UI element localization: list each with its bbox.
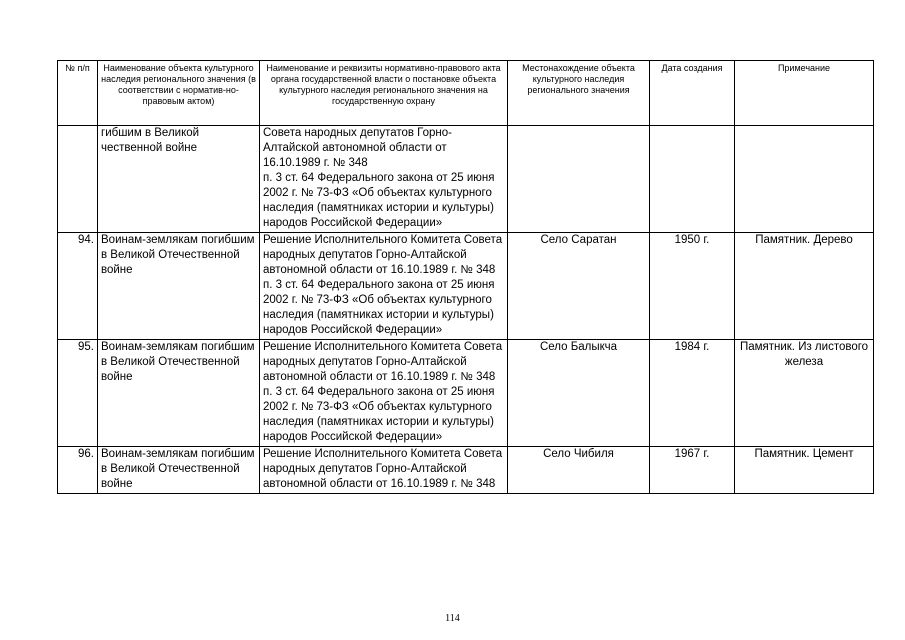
row-object-name: Воинам-землякам погибшим в Великой Отечественной войне [98,340,260,447]
page-number: 114 [445,613,460,624]
header-note: Примечание [735,61,874,126]
monuments-table [57,60,874,494]
header-legal-act: Наименование и реквизиты нормативно-правового акта органа государственной власти о постановке объекта культурного наследия регионального значения на государственную охрану [260,61,508,126]
row-object-name: Воинам-землякам погибшим в Великой Отечественной войне [98,447,260,494]
row-location: Село Балыкча [508,340,650,447]
row-location [508,126,650,233]
row-creation-date [650,126,735,233]
table-header-row [58,61,874,126]
row-note: Памятник. Цемент [735,447,874,494]
row-number: 94. [58,233,98,340]
row-note: Памятник. Дерево [735,233,874,340]
header-object-name: Наименование объекта культурного наследия регионального значения (в соответствии с норматив-но-правовым актом) [98,61,260,126]
row-number: 96. [58,447,98,494]
row-location: Село Чибиля [508,447,650,494]
table-row [58,126,874,233]
row-creation-date: 1984 г. [650,340,735,447]
row-number [58,126,98,233]
header-number: № п/п [58,61,98,126]
table-row [58,447,874,494]
row-object-name: гибшим в Великой чественной войне [98,126,260,233]
table-row [58,340,874,447]
row-legal-act: Решение Исполнительного Комитета Совета народных депутатов Горно-Алтайской автономной области от 16.10.1989 г. № 348 [260,447,508,494]
row-location: Село Саратан [508,233,650,340]
row-legal-act: Решение Исполнительного Комитета Совета народных депутатов Горно-Алтайской автономной области от 16.10.1989 г. № 348 п. 3 ст. 64 Федерального закона от 25 июня 2002 г. № 73-ФЗ «Об объектах культурного наследия (памятниках истории и культуры) народов Российской Федерации» [260,340,508,447]
table-row [58,233,874,340]
row-creation-date: 1967 г. [650,447,735,494]
row-note [735,126,874,233]
row-legal-act: Решение Исполнительного Комитета Совета народных депутатов Горно-Алтайской автономной области от 16.10.1989 г. № 348 п. 3 ст. 64 Федерального закона от 25 июня 2002 г. № 73-ФЗ «Об объектах культурного наследия (памятниках истории и культуры) народов Российской Федерации» [260,233,508,340]
row-object-name: Воинам-землякам погибшим в Великой Отечественной войне [98,233,260,340]
row-number: 95. [58,340,98,447]
header-creation-date: Дата создания [650,61,735,126]
row-note: Памятник. Из листового железа [735,340,874,447]
header-location: Местонахождение объекта культурного наследия регионального значения [508,61,650,126]
row-creation-date: 1950 г. [650,233,735,340]
row-legal-act: Совета народных депутатов Горно-Алтайской автономной области от 16.10.1989 г. № 348 п. 3 ст. 64 Федерального закона от 25 июня 2002 г. № 73-ФЗ «Об объектах культурного наследия (памятниках истории и культуры) народов Российской Федерации» [260,126,508,233]
